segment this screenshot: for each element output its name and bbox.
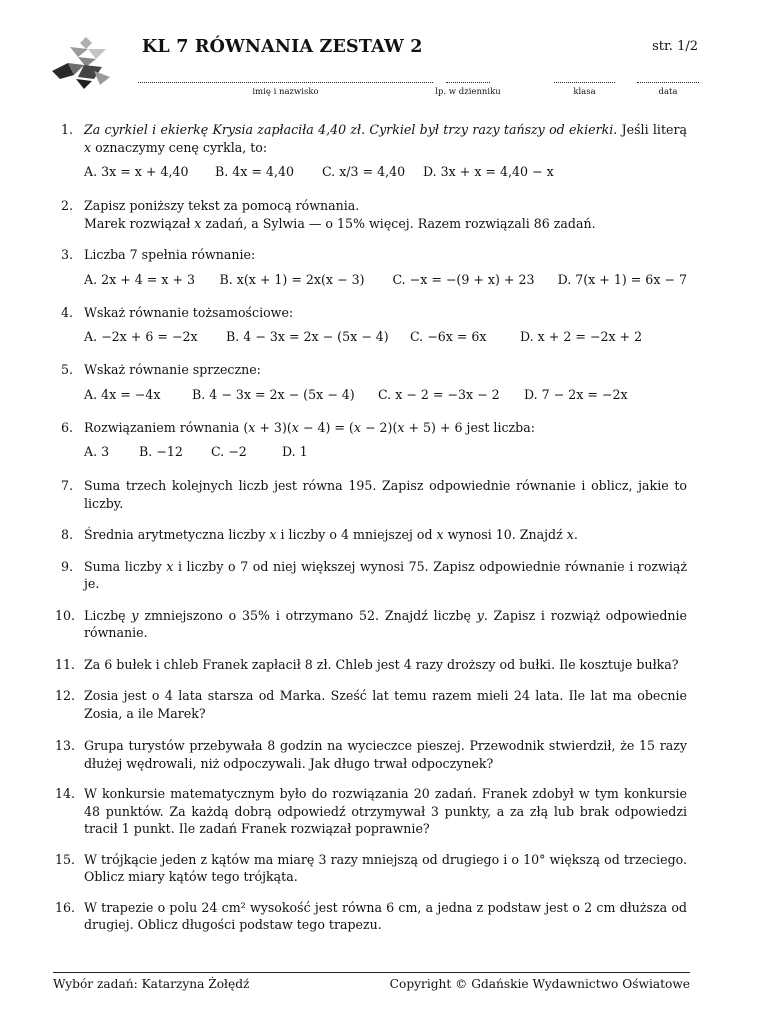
task-text-part: Za 6 bułek i chleb Franek zapłacił 8 zł. Chleb jest 4 razy droższy od bułki. Ile kosztuje bułka? [84, 656, 679, 672]
date-field-label: data [658, 87, 678, 97]
task-item [55, 785, 687, 838]
date-field[interactable] [637, 73, 699, 97]
task-number: 4. [60, 304, 73, 320]
task-text [84, 477, 687, 512]
italic-text: x [248, 419, 256, 435]
task-number: 1. [60, 122, 73, 137]
class-number-dotted-line [446, 73, 490, 83]
task-text-part: Zosia jest o 4 lata starsza od Marka. Sześć lat temu razem mieli 24 lata. Ile lat ma obecnie Zosia, a ile Marek? [84, 688, 687, 721]
task-text [84, 851, 687, 886]
task-text-part: Wskaż równanie tożsamościowe: [84, 304, 294, 320]
answer-option-d[interactable]: D. x + 2 = −2x + 2 [520, 329, 643, 344]
answer-option-d[interactable]: D. 7 − 2x = −2x [524, 386, 628, 402]
answer-option-c[interactable]: C. −x = −(9 + x) + 23 [392, 271, 535, 287]
task-item [55, 737, 687, 772]
task-number: 11. [55, 656, 76, 672]
name-field-label: imię i nazwisko [252, 87, 319, 97]
task-text-part: + 3)( [255, 419, 292, 435]
task-text-part: zmniejszono o 35% i otrzymano 52. Znajdź liczbę [138, 607, 477, 623]
italic-text: x [397, 419, 405, 435]
italic-text: x [566, 527, 574, 542]
answer-option-a[interactable]: A. 3x = x + 4,40 [84, 164, 189, 179]
task-text [84, 526, 687, 544]
answer-option-b[interactable]: B. 4x = 4,40 [215, 164, 294, 179]
task-item [55, 246, 687, 288]
footer-author: Wybór zadań: Katarzyna Żołędź [53, 977, 250, 991]
task-item [55, 477, 687, 512]
italic-text: x [269, 527, 277, 542]
task-text-part: W trójkącie jeden z kątów ma miarę 3 razy mniejszą od drugiego i o 10° większą od trzeciego. Oblicz miary kątów tego trójkąta. [84, 851, 687, 884]
task-number: 9. [60, 558, 73, 574]
task-text-part: . [573, 527, 578, 542]
task-text-part: Liczbę [84, 607, 132, 623]
class-field-label: klasa [573, 87, 596, 97]
task-text [84, 361, 687, 379]
task-item [55, 851, 687, 886]
task-list [55, 121, 687, 934]
task-text-part: Rozwiązaniem równania ( [84, 419, 249, 435]
italic-text: x [84, 139, 92, 155]
answer-option-b[interactable]: B. 4 − 3x = 2x − (5x − 4) [192, 386, 355, 402]
task-text-part: zadań, a Sylwia — o 15% więcej. Razem rozwiązali 86 zadań. [201, 215, 596, 231]
task-text-part: Jeśli literą [617, 122, 687, 137]
answer-option-a[interactable]: A. 4x = −4x [84, 386, 161, 402]
task-text [84, 197, 687, 232]
task-text-part: wynosi 10. Znajdź [443, 527, 567, 542]
task-number: 5. [60, 362, 73, 377]
student-info-fields [0, 73, 768, 103]
task-number: 15. [55, 851, 76, 867]
task-text-part: + 5) + 6 jest liczba: [404, 419, 535, 435]
answer-options [84, 163, 687, 180]
name-field[interactable] [138, 73, 433, 97]
answer-option-d[interactable]: D. 7(x + 1) = 6x − 7 [557, 271, 687, 287]
date-dotted-line [637, 73, 699, 83]
task-text-part: . Zapisz i rozwiąż odpowiednie równanie. [84, 607, 687, 640]
class-number-field-label: lp. w dzienniku [435, 87, 501, 97]
task-text-part: Suma liczby [84, 558, 167, 574]
task-item [55, 304, 687, 346]
task-number: 12. [55, 688, 76, 703]
task-text [84, 558, 687, 593]
task-item [55, 607, 687, 642]
task-text-part: W trapezie o polu 24 cm² wysokość jest równa 6 cm, a jedna z podstaw jest o 2 cm dłuższa od drugiej. Oblicz długości podstaw tego trapezu. [84, 899, 687, 932]
task-item [55, 687, 687, 722]
answer-option-c[interactable]: C. x/3 = 4,40 [322, 164, 406, 179]
italic-text: Za cyrkiel i ekierkę Krysia zapłaciła 4,40 zł. Cyrkiel był trzy razy tańszy od ekierki. [84, 122, 618, 137]
task-text [84, 121, 687, 156]
answer-option-a[interactable]: A. −2x + 6 = −2x [84, 329, 198, 344]
task-number: 8. [60, 527, 73, 542]
worksheet-title: KL 7 RÓWNANIA ZESTAW 2 [142, 37, 423, 57]
task-text-part: Wskaż równanie sprzeczne: [84, 362, 261, 377]
task-number: 6. [60, 419, 73, 435]
task-number: 7. [60, 478, 73, 493]
task-text-part: Liczba 7 spełnia równanie: [84, 247, 256, 262]
task-number: 14. [55, 786, 76, 801]
class-dotted-line [554, 73, 615, 83]
task-text [84, 785, 687, 838]
task-text [84, 687, 687, 722]
answer-option-c[interactable]: C. −2 [211, 444, 247, 459]
task-text-part: i liczby o 7 od niej większej wynosi 75. Zapisz odpowiednie równanie i rozwiąż je. [84, 558, 687, 591]
task-number: 10. [55, 607, 76, 623]
answer-option-b[interactable]: B. −12 [139, 444, 183, 459]
task-text-part: − 2)( [360, 419, 398, 435]
task-text-part: W konkursie matematycznym było do rozwiązania 20 zadań. Franek zdobył w tym konkursie 48 punktów. Za każdą dobrą odpowiedź otrzymywał 3 punkty, a za złą lub brak odpowiedzi tracił 1 punkt. Ile zadań Franek rozwiązał poprawnie? [84, 786, 687, 836]
answer-options [84, 328, 687, 345]
task-text-part: oznaczymy cenę cyrkla, to: [91, 139, 268, 155]
answer-option-c[interactable]: C. −6x = 6x [410, 329, 487, 344]
class-number-field[interactable] [435, 73, 501, 97]
italic-text: x [436, 527, 444, 542]
task-text [84, 304, 687, 322]
italic-text: y [476, 607, 484, 623]
page-number: str. 1/2 [652, 39, 698, 54]
task-item [55, 656, 687, 674]
answer-option-a[interactable]: A. 3 [84, 444, 110, 459]
italic-text: x [291, 419, 299, 435]
task-item [55, 121, 687, 180]
task-item [55, 526, 687, 544]
task-item [55, 419, 687, 461]
task-text [84, 737, 687, 772]
task-text [84, 899, 687, 934]
answer-option-b[interactable]: B. x(x + 1) = 2x(x − 3) [219, 271, 365, 287]
answer-option-c[interactable]: C. x − 2 = −3x − 2 [378, 386, 500, 402]
task-text-part: Grupa turystów przebywała 8 godzin na wycieczce pieszej. Przewodnik stwierdził, że 15 razy dłużej wędrowali, niż odpoczywali. Jak długo trwał odpoczynek? [84, 738, 687, 771]
task-text-part: Zapisz poniższy tekst za pomocą równania. [84, 198, 360, 213]
task-text-part: Średnia arytmetyczna liczby [84, 527, 270, 542]
answer-options [84, 443, 687, 460]
answer-option-b[interactable]: B. 4 − 3x = 2x − (5x − 4) [226, 329, 389, 344]
answer-options [84, 386, 687, 403]
italic-text: y [131, 607, 139, 623]
task-number: 16. [55, 899, 76, 915]
task-number: 2. [60, 198, 73, 213]
footer-copyright: Copyright © Gdańskie Wydawnictwo Oświatowe [389, 977, 690, 991]
class-field[interactable] [554, 73, 615, 97]
task-text-part: i liczby o 4 mniejszej od [276, 527, 437, 542]
task-number: 13. [55, 738, 76, 753]
task-text [84, 607, 687, 642]
answer-option-a[interactable]: A. 2x + 4 = x + 3 [84, 271, 196, 287]
task-text [84, 246, 687, 264]
task-item [55, 361, 687, 403]
name-dotted-line [138, 73, 433, 83]
answer-options [84, 271, 687, 288]
task-item [55, 558, 687, 593]
italic-text: x [353, 419, 361, 435]
answer-option-d[interactable]: D. 1 [282, 444, 308, 459]
task-number: 3. [60, 247, 73, 262]
italic-text: x [166, 558, 174, 574]
task-item [55, 197, 687, 232]
task-text-part: − 4) = ( [298, 419, 354, 435]
footer-divider [53, 972, 690, 973]
task-text-part: Suma trzech kolejnych liczb jest równa 195. Zapisz odpowiednie równanie i oblicz, jakie to liczby. [84, 478, 687, 511]
task-item [55, 899, 687, 934]
task-text [84, 656, 687, 674]
task-text-part: Marek rozwiązał [84, 215, 195, 231]
task-text [84, 419, 687, 437]
answer-option-d[interactable]: D. 3x + x = 4,40 − x [423, 164, 554, 179]
italic-text: x [194, 215, 202, 231]
